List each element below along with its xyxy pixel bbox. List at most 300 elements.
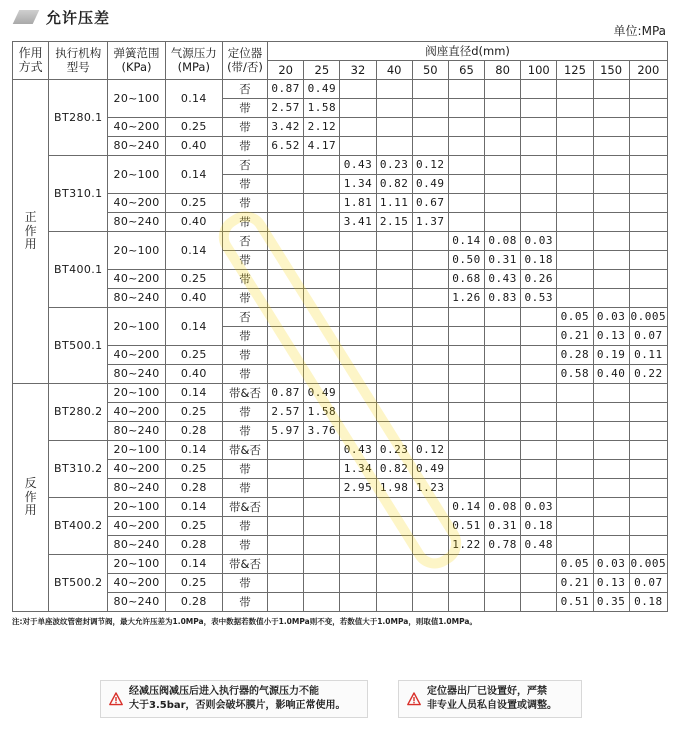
value-cell (268, 517, 304, 536)
value-cell (629, 232, 667, 251)
value-cell: 0.78 (485, 536, 521, 555)
value-cell (593, 422, 629, 441)
supply-pressure-cell: 0.28 (165, 536, 222, 555)
value-cell (521, 441, 557, 460)
value-cell (268, 536, 304, 555)
table-row (13, 517, 668, 536)
value-cell (557, 422, 593, 441)
value-cell (412, 80, 448, 99)
value-cell (557, 289, 593, 308)
value-cell: 0.13 (593, 327, 629, 346)
value-cell (412, 593, 448, 612)
value-cell (304, 441, 340, 460)
model-cell: BT400.2 (49, 498, 108, 555)
locator-cell: 带 (222, 213, 267, 232)
value-cell: 0.40 (593, 365, 629, 384)
value-cell: 5.97 (268, 422, 304, 441)
value-cell (268, 441, 304, 460)
table-row (13, 384, 668, 403)
value-cell (268, 270, 304, 289)
value-cell (557, 232, 593, 251)
model-cell: BT500.1 (49, 308, 108, 384)
value-cell: 0.14 (448, 232, 484, 251)
value-cell (376, 270, 412, 289)
value-cell (412, 137, 448, 156)
value-cell (448, 213, 484, 232)
value-cell (412, 308, 448, 327)
warning-icon (109, 692, 123, 706)
value-cell (593, 384, 629, 403)
value-cell (340, 99, 376, 118)
value-cell (340, 137, 376, 156)
value-cell (557, 441, 593, 460)
value-cell: 0.05 (557, 308, 593, 327)
header-pressure: 气源压力(MPa) (165, 42, 222, 80)
value-cell: 0.67 (412, 194, 448, 213)
supply-pressure-cell: 0.14 (165, 308, 222, 346)
value-cell (593, 289, 629, 308)
value-cell (448, 175, 484, 194)
unit-label: 单位:MPa (613, 24, 666, 38)
table-row (13, 441, 668, 460)
value-cell (448, 403, 484, 422)
value-cell (593, 80, 629, 99)
spring-range-cell: 80~240 (108, 365, 165, 384)
supply-pressure-cell: 0.14 (165, 498, 222, 517)
value-cell (340, 517, 376, 536)
value-cell (340, 251, 376, 270)
value-cell (593, 194, 629, 213)
value-cell (268, 346, 304, 365)
value-cell: 0.05 (557, 555, 593, 574)
supply-pressure-cell: 0.25 (165, 517, 222, 536)
spring-range-cell: 20~100 (108, 441, 165, 460)
header-diameter: 20 (268, 61, 304, 80)
value-cell (412, 99, 448, 118)
model-cell: BT280.1 (49, 80, 108, 156)
value-cell: 0.48 (521, 536, 557, 555)
value-cell (376, 365, 412, 384)
value-cell: 0.03 (521, 498, 557, 517)
supply-pressure-cell: 0.28 (165, 422, 222, 441)
value-cell (521, 479, 557, 498)
spring-range-cell: 80~240 (108, 213, 165, 232)
spring-range-cell: 40~200 (108, 517, 165, 536)
locator-cell: 带 (222, 479, 267, 498)
value-cell: 0.14 (448, 498, 484, 517)
value-cell (340, 327, 376, 346)
value-cell: 0.03 (593, 308, 629, 327)
pressure-difference-table (12, 41, 668, 612)
value-cell (304, 517, 340, 536)
table-row (13, 403, 668, 422)
value-cell (412, 574, 448, 593)
value-cell (593, 175, 629, 194)
value-cell (268, 460, 304, 479)
table-body (13, 80, 668, 612)
value-cell (412, 251, 448, 270)
supply-pressure-cell: 0.28 (165, 479, 222, 498)
value-cell (593, 479, 629, 498)
page-title: 允许压差 (46, 8, 111, 27)
locator-cell: 带&否 (222, 441, 267, 460)
value-cell (485, 422, 521, 441)
table-row (13, 213, 668, 232)
value-cell (412, 118, 448, 137)
value-cell (521, 403, 557, 422)
value-cell (376, 422, 412, 441)
value-cell (340, 289, 376, 308)
value-cell (557, 251, 593, 270)
table-row (13, 80, 668, 99)
action-label: 正作用 (24, 209, 37, 252)
supply-pressure-cell: 0.14 (165, 232, 222, 270)
table-row (13, 460, 668, 479)
supply-pressure-cell: 0.25 (165, 460, 222, 479)
value-cell (376, 308, 412, 327)
value-cell (521, 137, 557, 156)
value-cell: 0.07 (629, 574, 667, 593)
value-cell (340, 422, 376, 441)
value-cell (376, 498, 412, 517)
value-cell: 0.53 (521, 289, 557, 308)
value-cell (629, 175, 667, 194)
value-cell (485, 593, 521, 612)
value-cell (521, 156, 557, 175)
supply-pressure-cell: 0.14 (165, 555, 222, 574)
table-row (13, 593, 668, 612)
locator-cell: 带 (222, 365, 267, 384)
value-cell (376, 536, 412, 555)
value-cell (593, 270, 629, 289)
value-cell: 0.19 (593, 346, 629, 365)
value-cell: 2.15 (376, 213, 412, 232)
value-cell (593, 536, 629, 555)
supply-pressure-cell: 0.40 (165, 213, 222, 232)
value-cell: 0.87 (268, 384, 304, 403)
value-cell: 0.12 (412, 156, 448, 175)
value-cell (304, 232, 340, 251)
value-cell (268, 574, 304, 593)
value-cell: 0.07 (629, 327, 667, 346)
table-row (13, 137, 668, 156)
header-diameter: 150 (593, 61, 629, 80)
value-cell: 0.82 (376, 460, 412, 479)
value-cell (376, 251, 412, 270)
value-cell (557, 80, 593, 99)
value-cell (485, 156, 521, 175)
value-cell (448, 137, 484, 156)
supply-pressure-cell: 0.25 (165, 574, 222, 593)
table-row (13, 422, 668, 441)
value-cell (448, 479, 484, 498)
value-cell (521, 99, 557, 118)
value-cell: 0.31 (485, 251, 521, 270)
value-cell (268, 308, 304, 327)
table-row (13, 574, 668, 593)
value-cell (557, 194, 593, 213)
value-cell (340, 80, 376, 99)
value-cell (448, 422, 484, 441)
value-cell (412, 403, 448, 422)
value-cell: 0.28 (557, 346, 593, 365)
value-cell: 1.81 (340, 194, 376, 213)
value-cell (376, 574, 412, 593)
model-cell: BT310.1 (49, 156, 108, 232)
value-cell (268, 232, 304, 251)
value-cell (521, 460, 557, 479)
value-cell (412, 422, 448, 441)
value-cell: 0.23 (376, 156, 412, 175)
value-cell (485, 403, 521, 422)
value-cell (521, 365, 557, 384)
value-cell: 1.98 (376, 479, 412, 498)
supply-pressure-cell: 0.14 (165, 441, 222, 460)
value-cell: 0.18 (521, 517, 557, 536)
value-cell (304, 574, 340, 593)
value-cell: 0.26 (521, 270, 557, 289)
value-cell (268, 479, 304, 498)
value-cell: 0.43 (340, 156, 376, 175)
value-cell (304, 479, 340, 498)
supply-pressure-cell: 0.25 (165, 194, 222, 213)
value-cell (304, 270, 340, 289)
header-diameter: 32 (340, 61, 376, 80)
table-row (13, 289, 668, 308)
table-row (13, 232, 668, 251)
value-cell (485, 555, 521, 574)
header-diameter: 100 (521, 61, 557, 80)
value-cell (629, 479, 667, 498)
value-cell (629, 460, 667, 479)
locator-cell: 带 (222, 593, 267, 612)
value-cell (557, 175, 593, 194)
value-cell (448, 194, 484, 213)
value-cell: 4.17 (304, 137, 340, 156)
supply-pressure-cell: 0.28 (165, 593, 222, 612)
value-cell (376, 555, 412, 574)
table-row (13, 365, 668, 384)
value-cell: 2.57 (268, 403, 304, 422)
value-cell: 0.005 (629, 308, 667, 327)
value-cell (448, 555, 484, 574)
value-cell (340, 498, 376, 517)
value-cell (593, 498, 629, 517)
value-cell (304, 175, 340, 194)
locator-cell: 带 (222, 194, 267, 213)
value-cell (557, 403, 593, 422)
value-cell (376, 327, 412, 346)
value-cell (340, 403, 376, 422)
table-row (13, 479, 668, 498)
value-cell (557, 498, 593, 517)
value-cell: 0.11 (629, 346, 667, 365)
value-cell (629, 422, 667, 441)
value-cell (593, 232, 629, 251)
value-cell: 0.31 (485, 517, 521, 536)
value-cell: 3.42 (268, 118, 304, 137)
value-cell: 0.82 (376, 175, 412, 194)
model-cell: BT280.2 (49, 384, 108, 441)
value-cell (268, 498, 304, 517)
value-cell (557, 517, 593, 536)
spring-range-cell: 80~240 (108, 593, 165, 612)
table-row (13, 270, 668, 289)
spring-range-cell: 40~200 (108, 403, 165, 422)
spring-range-cell: 40~200 (108, 346, 165, 365)
model-cell: BT310.2 (49, 441, 108, 498)
warning-text-pressure: 经减压阀减压后进入执行器的气源压力不能 大于3.5bar，否则会破坏膜片，影响正常使用。 (129, 685, 346, 711)
value-cell: 0.21 (557, 574, 593, 593)
warning-icon (407, 692, 421, 706)
value-cell: 0.49 (412, 460, 448, 479)
locator-cell: 带 (222, 99, 267, 118)
value-cell: 0.51 (557, 593, 593, 612)
value-cell (340, 232, 376, 251)
value-cell (268, 251, 304, 270)
value-cell (304, 365, 340, 384)
value-cell (304, 327, 340, 346)
spring-range-cell: 80~240 (108, 422, 165, 441)
value-cell (268, 156, 304, 175)
header-locator: 定位器(带/否) (222, 42, 267, 80)
locator-cell: 带 (222, 346, 267, 365)
value-cell: 0.68 (448, 270, 484, 289)
value-cell: 3.76 (304, 422, 340, 441)
value-cell (485, 137, 521, 156)
value-cell (304, 536, 340, 555)
value-cell (521, 384, 557, 403)
value-cell (557, 460, 593, 479)
header-diameter: 25 (304, 61, 340, 80)
value-cell: 0.51 (448, 517, 484, 536)
value-cell (521, 194, 557, 213)
value-cell (629, 99, 667, 118)
value-cell (629, 270, 667, 289)
value-cell (557, 536, 593, 555)
table-row (13, 308, 668, 327)
value-cell (412, 327, 448, 346)
value-cell (629, 80, 667, 99)
header-diameter: 80 (485, 61, 521, 80)
value-cell (557, 118, 593, 137)
value-cell (629, 118, 667, 137)
value-cell (521, 422, 557, 441)
value-cell (629, 251, 667, 270)
value-cell (304, 593, 340, 612)
value-cell (376, 232, 412, 251)
locator-cell: 否 (222, 156, 267, 175)
value-cell: 0.03 (521, 232, 557, 251)
supply-pressure-cell: 0.14 (165, 384, 222, 403)
value-cell (304, 156, 340, 175)
table-row (13, 498, 668, 517)
value-cell: 0.08 (485, 498, 521, 517)
value-cell (521, 555, 557, 574)
locator-cell: 否 (222, 232, 267, 251)
value-cell (448, 118, 484, 137)
value-cell (557, 99, 593, 118)
value-cell: 0.22 (629, 365, 667, 384)
value-cell (485, 460, 521, 479)
value-cell: 1.11 (376, 194, 412, 213)
spring-range-cell: 20~100 (108, 232, 165, 270)
value-cell (412, 555, 448, 574)
value-cell (268, 213, 304, 232)
locator-cell: 带&否 (222, 384, 267, 403)
value-cell (485, 194, 521, 213)
value-cell (521, 593, 557, 612)
value-cell (485, 175, 521, 194)
spring-range-cell: 80~240 (108, 536, 165, 555)
supply-pressure-cell: 0.40 (165, 137, 222, 156)
value-cell: 1.26 (448, 289, 484, 308)
value-cell (593, 441, 629, 460)
value-cell (340, 365, 376, 384)
locator-cell: 带&否 (222, 555, 267, 574)
value-cell (485, 384, 521, 403)
spring-range-cell: 40~200 (108, 194, 165, 213)
value-cell (629, 403, 667, 422)
value-cell (412, 498, 448, 517)
locator-cell: 带 (222, 327, 267, 346)
value-cell (629, 213, 667, 232)
header-diameter: 40 (376, 61, 412, 80)
value-cell (629, 194, 667, 213)
value-cell: 0.08 (485, 232, 521, 251)
value-cell: 0.21 (557, 327, 593, 346)
value-cell (521, 327, 557, 346)
value-cell (340, 555, 376, 574)
value-cell (593, 99, 629, 118)
header-action: 作用方式 (13, 42, 49, 80)
value-cell (557, 156, 593, 175)
value-cell (412, 232, 448, 251)
value-cell (521, 213, 557, 232)
value-cell (485, 99, 521, 118)
value-cell (593, 251, 629, 270)
value-cell (340, 308, 376, 327)
value-cell (448, 80, 484, 99)
value-cell: 2.57 (268, 99, 304, 118)
value-cell: 0.13 (593, 574, 629, 593)
supply-pressure-cell: 0.25 (165, 270, 222, 289)
value-cell (268, 327, 304, 346)
value-cell (340, 346, 376, 365)
value-cell (340, 574, 376, 593)
value-cell (485, 574, 521, 593)
warning-box-pressure (100, 680, 368, 718)
footnote: 注:对于单座波纹管密封调节阀，最大允许压差为1.0MPa，表中数据若数值小于1.0MPa则不变，若数值大于1.0MPa，则取值1.0MPa。 (12, 617, 477, 626)
value-cell (593, 460, 629, 479)
value-cell (304, 213, 340, 232)
header-slash-icon (13, 10, 40, 24)
value-cell: 0.35 (593, 593, 629, 612)
action-label: 反作用 (24, 475, 37, 518)
value-cell (304, 251, 340, 270)
value-cell (521, 80, 557, 99)
value-cell (593, 156, 629, 175)
value-cell (485, 80, 521, 99)
value-cell (340, 384, 376, 403)
value-cell: 0.58 (557, 365, 593, 384)
value-cell: 0.18 (629, 593, 667, 612)
locator-cell: 带 (222, 118, 267, 137)
value-cell (376, 99, 412, 118)
spring-range-cell: 20~100 (108, 555, 165, 574)
value-cell (557, 384, 593, 403)
value-cell (448, 308, 484, 327)
